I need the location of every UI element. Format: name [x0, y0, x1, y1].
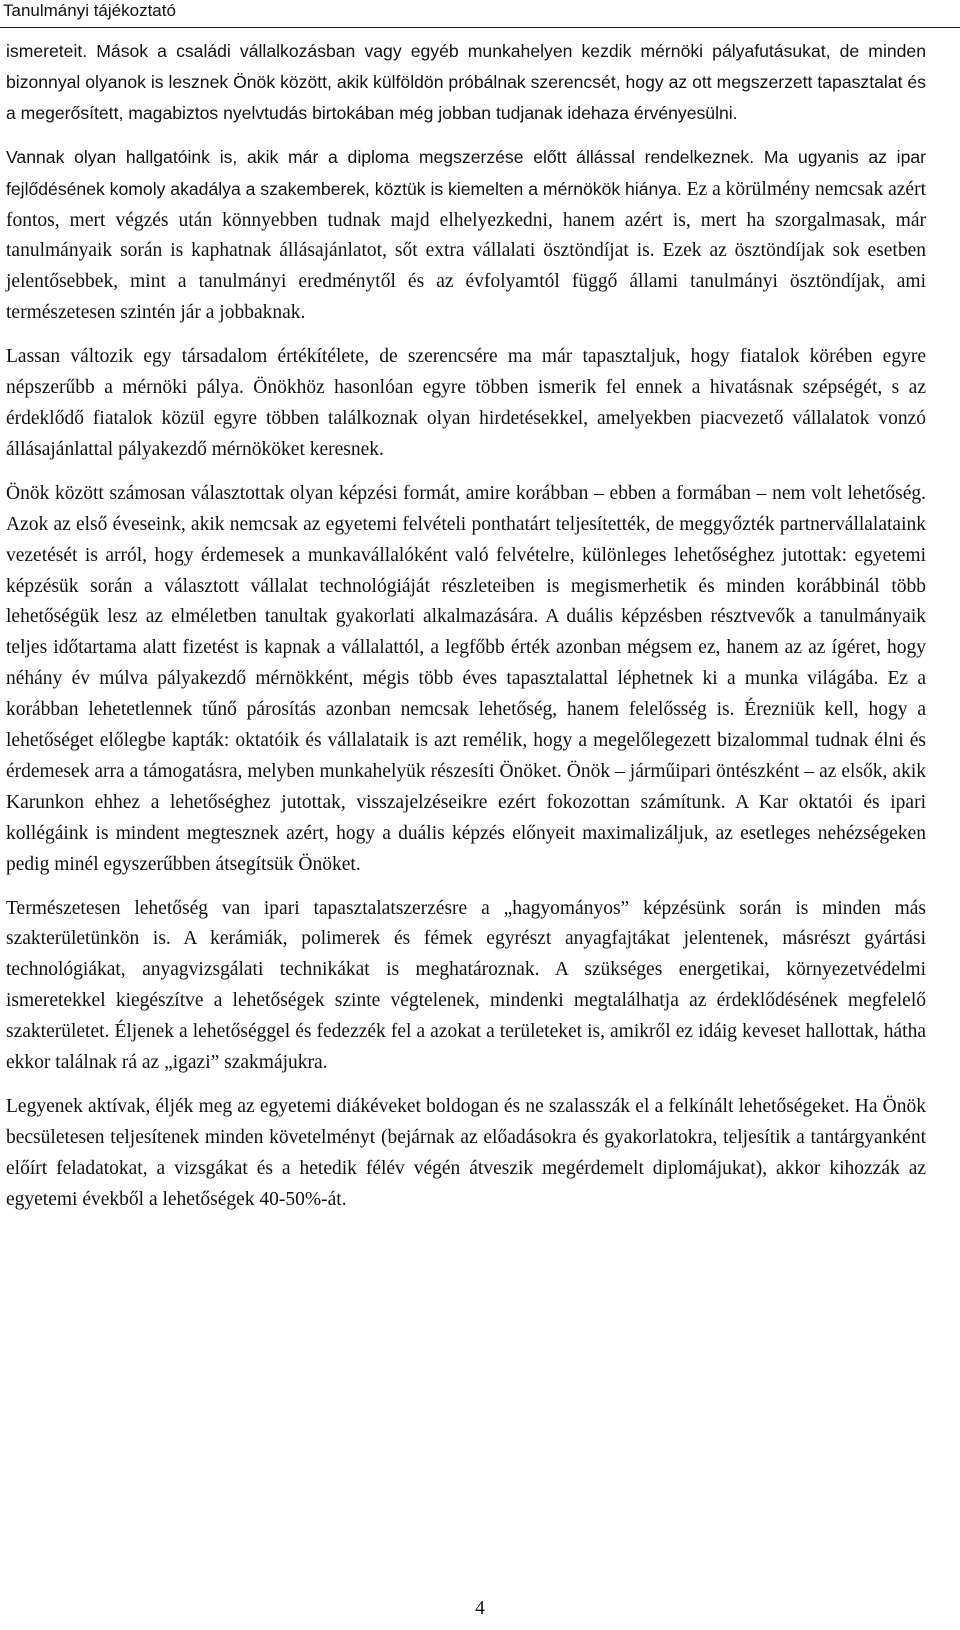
page-number: 4: [475, 1598, 485, 1619]
page-header: [0, 0, 960, 28]
paragraph-traditional-training: Természetesen lehetőség van ipari tapasztalatszerzésre a „hagyományos” képzésünk során is minden más szakterületünkön is. A kerámiák, polimerek és fémek egyrészt anyagfajtákat jelentenek, másrészt gyártási technológiákat, anyagvizsgálati technikákat is meghatároznak. A szükséges energetikai, környezetvédelmi ismeretekkel kiegészítve a lehetőségek szinte végtelenek, mindenki megtalálhatja az érdeklődésének megfelelő szakterületet. Éljenek a lehetőséggel és fedezzék fel a azokat a területeket is, amikről ez idáig keveset hallottak, hátha ekkor találnak rá az „igazi” szakmájukra.: [6, 897, 926, 1074]
paragraph-continuation: ismereteit. Mások a családi vállalkozásban vagy egyéb munkahelyen kezdik mérnöki pályafutásukat, de minden bizonnyal olyanok is lesznek Önök között, akik külföldön próbálnak szerencsét, hogy az ott megszerzett tapasztalat és a megerősített, magabiztos nyelvtudás birtokában még jobban tudjanak idehaza érvényesülni.: [6, 41, 926, 123]
header-title: Tanulmányi tájékoztató: [3, 1, 176, 20]
paragraph-employed-students: [6, 142, 926, 329]
paragraph-sentence: Vannak olyan hallgatóink is, akik már a diploma megszerzése előtt állással rendelkeznek. Ma ugyanis az ipar fejlődésének komoly akadálya a szakemberek, köztük is kiemelten a mérnökök hiánya.: [6, 146, 926, 199]
document-body: [6, 36, 926, 1229]
paragraph-closing: Legyenek aktívak, éljék meg az egyetemi diákéveket boldogan és ne szalasszák el a felkínált lehetőségeket. Ha Önök becsületesen teljesítenek minden követelményt (bejárnak az előadásokra és gyakorlatokra, teljesítik a tantárgyanként előírt feladatokat, a vizsgákat és a hetedik félév végén átveszik megérdemelt diplomájukat), akkor kihozzák az egyetemi évekből a lehetőségek 40-50%-át.: [6, 1096, 926, 1210]
paragraph-sentence: Ezek az ösztöndíjak sok esetben jelentősebbek, mint a tanulmányi eredménytől és az évfolyamtól függő állami tanulmányi ösztöndíjak, ami természetesen szintén jár a jobbaknak.: [6, 240, 926, 324]
paragraph-dual-training: Önök között számosan választottak olyan képzési formát, amire korábban – ebben a formában – nem volt lehetőség. Azok az első éveseink, akik nemcsak az egyetemi felvételi ponthatárt teljesítették, de meggyőzték partnervállalataink vezetését is arról, hogy érdemesek a munkavállalóként való felvételre, különleges lehetőséghez jutottak: egyetemi képzésük során a választott vállalat technológiáját részleteiben is megismerhetik és minden korábbinál több lehetőségük lesz az elméletben tanultak gyakorlati alkalmazására. A duális képzésben résztvevők a tanulmányaik teljes időtartama alatt fizetést is kapnak a vállalattól, a legfőbb érték azonban mégsem ez, hanem az az ígéret, hogy néhány év múlva pályakezdő mérnökként, mégis több éves tapasztalattal léphetnek ki a munka világába. Ez a korábban lehetetlennek tűnő párosítás azonban nemcsak lehetőség, hanem felelősség is. Érezniük kell, hogy a lehetőséget előlegbe kapták: oktatóik és vállalataik is azt remélik, hogy a megelőlegezett bizalommal tudnak élni és érdemesek arra a támogatásra, melyben munkahelyük részesíti Önöket. Önök – járműipari öntészként – az elsők, akik Karunkon ehhez a lehetőséghez jutottak, visszajelzéseikre ezért fokozottan számítunk. A Kar oktatói és ipari kollégáink is mindent megtesznek azért, hogy a duális képzés előnyeit maximalizáljuk, az esetleges nehézségeken pedig minél egyszerűbben átsegítsük Önöket.: [6, 482, 926, 875]
paragraph-engineering-popularity: Lassan változik egy társadalom értékítélete, de szerencsére ma már tapasztaljuk, hogy fiatalok körében egyre népszerűbb a mérnöki pálya. Önökhöz hasonlóan egyre többen ismerik fel ennek a hivatásnak szépségét, s az érdeklődő fiatalok közül egyre többen találkoznak olyan hirdetésekkel, amelyekben piacvezető vállalatok vonzó állásajánlattal pályakezdő mérnököket keresnek.: [6, 346, 926, 460]
paragraph-sentence: Ez a körülmény nemcsak azért fontos, mert végzés után könnyebben tudnak majd elhelyezkedni, hanem azért is, mert ha szorgalmasak, már tanulmányaik során is kaphatnak állásajánlatot, sőt extra vállalati ösztöndíjat is.: [6, 178, 926, 262]
